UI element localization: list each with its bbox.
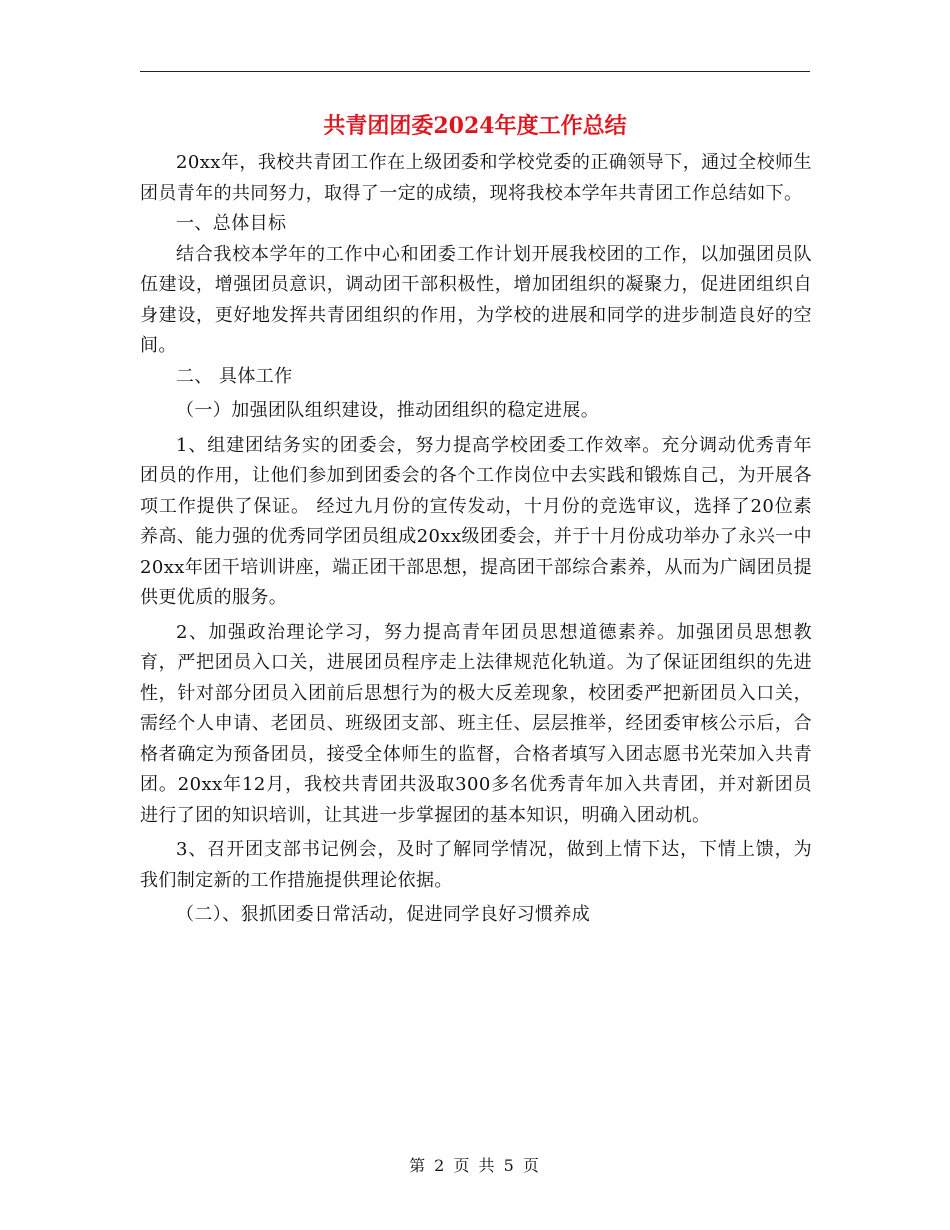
subsection-heading-2: （二）、狠抓团委日常活动，促进同学良好习惯养成 <box>176 904 591 925</box>
header-rule <box>140 71 810 72</box>
paragraph-item-1: 1、组建团结务实的团委会，努力提高学校团委工作效率。充分调动优秀青年团员的作用，让他们参加到团委会的各个工作岗位中去实践和锻炼自己，为开展各项工作提供了保证。 经过九月份的宣传发动，十月份的竞选审议，选择了20位素养高、能力强的优秀同学团员组成20xx级团委会，并于十月份成功举办了永兴一中20xx年团干培训讲座，端正团干部思想，提高团干部综合素养，从而为广阔团员提供更优质的服务。 <box>140 434 812 608</box>
paragraph-goal: 结合我校本学年的工作中心和团委工作计划开展我校团的工作，以加强团员队伍建设，增强团员意识，调动团干部积极性，增加团组织的凝聚力，促进团组织自身建设，更好地发挥共青团组织的作用，为学校的进展和同学的进步制造良好的空间。 <box>140 243 812 356</box>
subsection-heading-1: （一）加强团队组织建设，推动团组织的稳定进展。 <box>176 400 600 421</box>
paragraph-item-3: 3、召开团支部书记例会，及时了解同学情况，做到上情下达，下情上馈，为我们制定新的工作措施提供理论依据。 <box>140 839 812 891</box>
section-heading-1: 一、总体目标 <box>176 213 287 234</box>
document-title: 共青团团委2024年度工作总结 <box>323 113 627 139</box>
paragraph-item-2: 2、加强政治理论学习，努力提高青年团员思想道德素养。加强团员思想教育，严把团员入口关，进展团员程序走上法律规范化轨道。为了保证团组织的先进性，针对部分团员入团前后思想行为的极大反差现象，校团委严把新团员入口关，需经个人申请、老团员、班级团支部、班主任、层层推举，经团委审核公示后，合格者确定为预备团员，接受全体师生的监督，合格者填写入团志愿书光荣加入共青团。20xx年12月，我校共青团共汲取300多名优秀青年加入共青团，并对新团员进行了团的知识培训，让其进一步掌握团的基本知识，明确入团动机。 <box>140 621 812 826</box>
section-heading-2: 二、 具体工作 <box>176 365 293 387</box>
document-body <box>140 148 812 931</box>
page-number-footer: 第 2 页 共 5 页 <box>409 1156 541 1175</box>
paragraph-intro: 20xx年，我校共青团工作在上级团委和学校党委的正确领导下，通过全校师生团员青年的共同努力，取得了一定的成绩，现将我校本学年共青团工作总结如下。 <box>140 152 812 204</box>
